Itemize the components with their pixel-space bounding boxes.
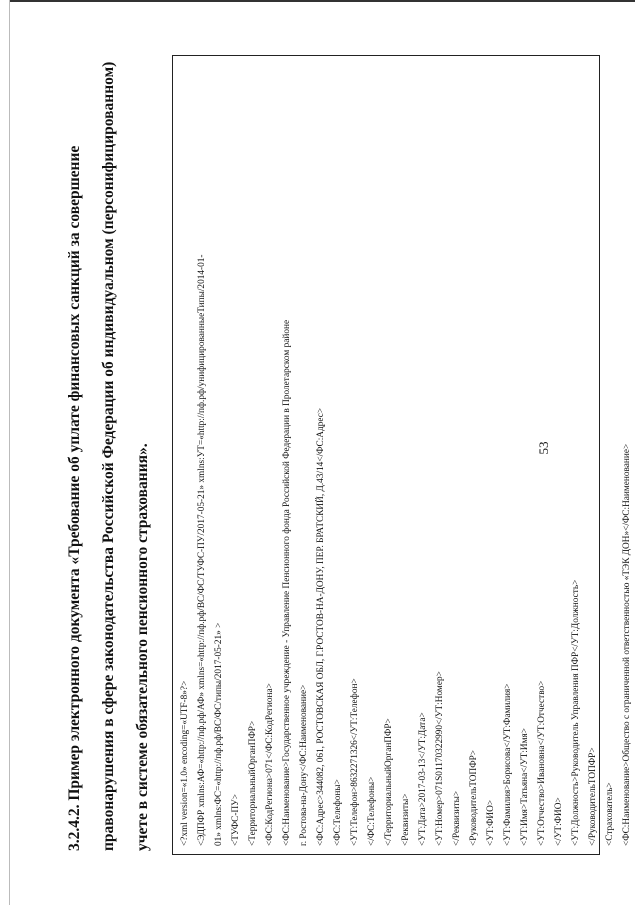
xml-code-line: </ФС:Телефоны> [367, 776, 377, 846]
page-top-edge [10, 0, 635, 2]
xml-code-line: <УТ:Имя>Татьяна</УТ:Имя> [520, 727, 530, 846]
xml-code-line: <Страхователь> [605, 782, 615, 846]
section-heading [58, 45, 160, 855]
xml-code-line: <ТУФС-ПУ> [231, 794, 241, 846]
xml-code-line: <УТ:Должность>Руководитель Управления ПФР</УТ:Должность> [571, 579, 581, 846]
xml-code-line: <УТ:Фамилия>Борисова</УТ:Фамилия> [503, 683, 513, 846]
xml-code-line: </УТ:ФИО> [554, 797, 564, 846]
xml-code-line: <ТерриториальныйОрганПФР> [248, 720, 258, 846]
xml-example-box [172, 55, 632, 855]
xml-code-line: <УТ:Телефон>8632271326</УТ:Телефон> [350, 678, 360, 846]
page-left-edge [9, 0, 10, 905]
xml-code-line: <ФС:Наименование>Общество с ограниченной ответственностью «ТЭК ДОН»</ФС:Наименование> [622, 443, 632, 846]
xml-code-line: <ФС:Адрес>344082, 061, РОСТОВСКАЯ ОБЛ, Г.РОСТОВ-НА-ДОНУ, ПЕР. БРАТСКИЙ, Д.43/14</ФС:Адрес> [316, 407, 326, 846]
heading-line: 3.2.4.2. Пример электронного документа «Требование об уплате финансовых санкций за совершение [66, 145, 83, 851]
xml-code-line: <УТ:Отчество>Ивановна</УТ:Отчество> [537, 680, 547, 846]
page-number: 53 [536, 441, 551, 455]
xml-code-line: <РуководительТОПФР> [469, 750, 479, 846]
heading-line: правонарушения в сфере законодательства Российской Федерации об индивидуальном (персонифицированном) [100, 61, 117, 851]
xml-code-line: 01» xmlns:ФС=«http://пф.рф/ВС/ФС/типы/2017-05-21» > [214, 622, 224, 846]
xml-code-line: <УТ:Номер>071S01170322990</УТ:Номер> [435, 671, 445, 846]
xml-code-line: </РуководительТОПФР> [588, 747, 598, 846]
xml-code-line: <Реквизиты> [401, 793, 411, 846]
xml-code-line: <ФС:КодРегиона>071</ФС:КодРегиона> [265, 683, 275, 846]
rotated-page-content [58, 45, 632, 855]
xml-code-line: <ФС:Наименование>Государственное учреждение - Управление Пенсионного фонда Российской Федерации в Пролетарском районе [282, 319, 292, 846]
heading-line: учете в системе обязательного пенсионного страхования». [134, 443, 151, 851]
xml-code-line: </Реквизиты> [452, 790, 462, 846]
xml-code-line: <ФС:Телефоны> [333, 779, 343, 846]
xml-code-line: </ТерриториальныйОрганПФР> [384, 718, 394, 846]
xml-code-line: <?xml version=«1.0» encoding=«UTF-8»?> [180, 680, 190, 846]
xml-code-line: г. Ростова-на-Дону</ФС:Наименование> [299, 684, 309, 846]
xml-code-line: <УТ:ФИО> [486, 799, 496, 846]
xml-code-line: <ЭДПФР xmlns:АФ=«http://пф.рф/АФ» xmlns=«http://пф.рф/ВС/ФС/ТУФС-ПУ/2017-05-21» xmlns:УТ=«http://пф.рф/унифицированныеТипы/2014-01- [197, 254, 207, 846]
xml-code-line: <УТ:Дата>2017-03-13</УТ:Дата> [418, 712, 428, 846]
